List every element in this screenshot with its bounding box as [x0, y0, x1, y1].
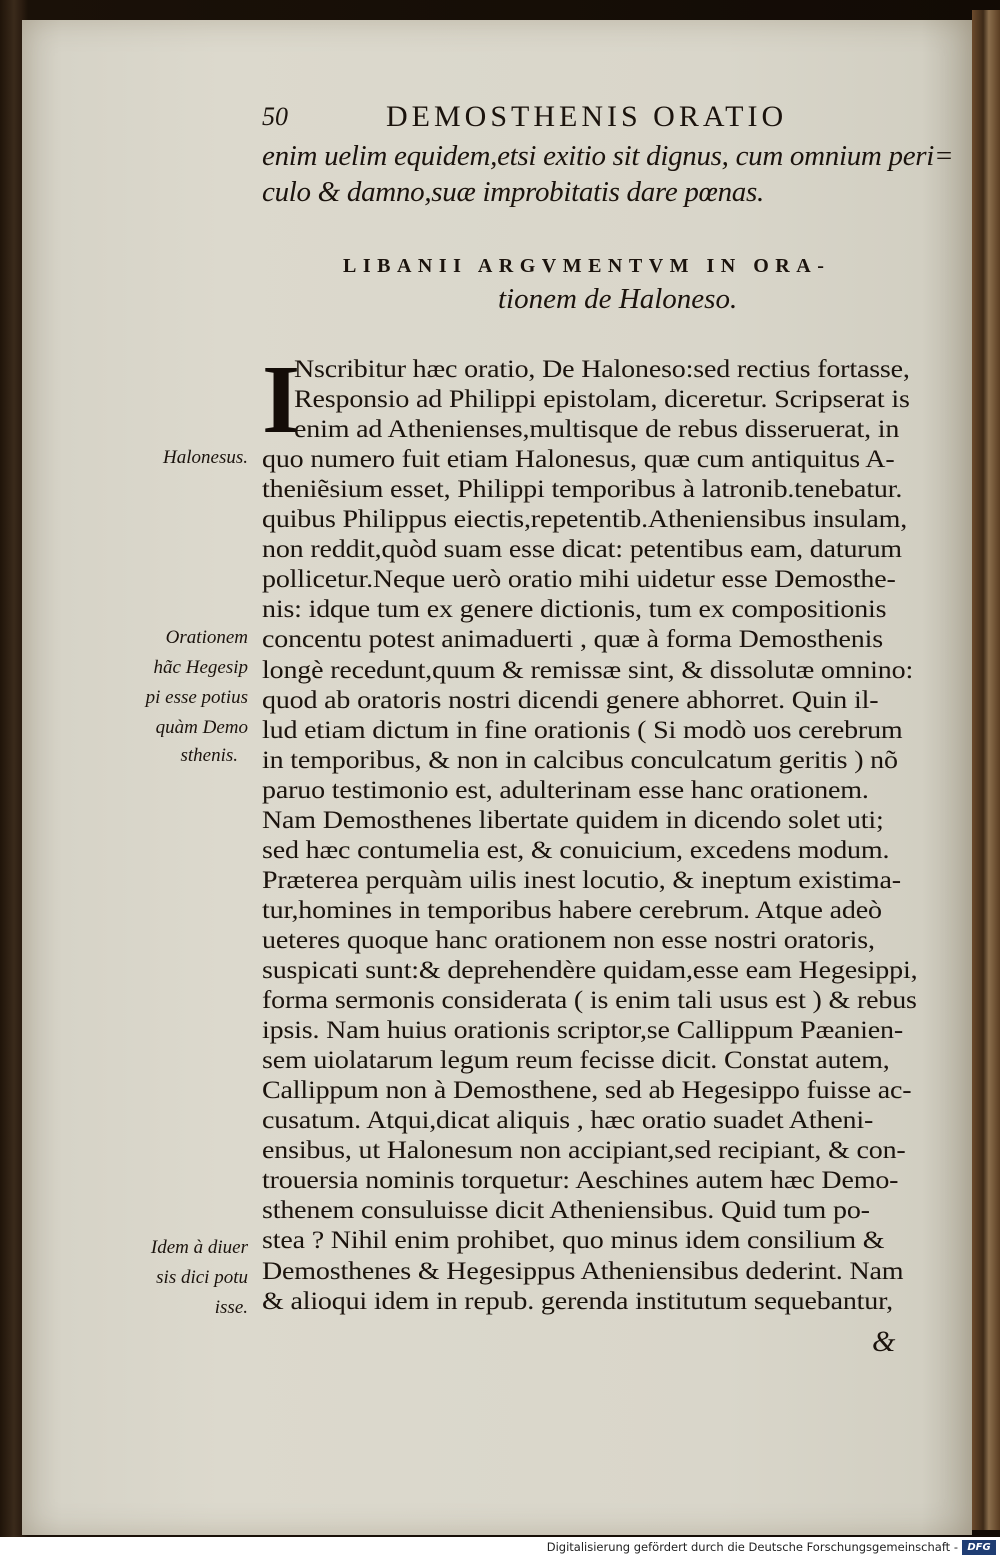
- closing-line: enim uelim equidem,etsi exitio sit dignus, cum omnium peri=: [262, 140, 954, 172]
- body-line: tur,homines in temporibus habere cerebrum. Atque adeò: [262, 896, 882, 924]
- body-line: enim ad Athenienses,multisque de rebus disseruerat, in: [294, 416, 900, 444]
- body-line: Responsio ad Philippi epistolam, diceretur. Scripserat is: [294, 386, 910, 414]
- body-line: pollicetur.Neque uerò oratio mihi uidetur esse Demosthe-: [262, 566, 896, 594]
- body-line: Nam Demosthenes libertate quidem in dicendo solet uti;: [262, 806, 884, 834]
- body-line: Præterea perquàm uilis inest locutio, & ineptum existima-: [262, 866, 901, 894]
- body-line: ueteres quoque hanc orationem non esse nostri oratoris,: [262, 926, 875, 954]
- margin-note: sis dici potu: [156, 1267, 248, 1288]
- closing-line: culo & damno,suæ improbitatis dare pœnas.: [262, 176, 764, 208]
- margin-note: hãc Hegesip: [153, 657, 248, 678]
- section-heading: LIBANII ARGVMENTVM IN ORA-: [343, 255, 831, 277]
- margin-note: Orationem: [165, 627, 248, 648]
- body-line: quod ab oratoris nostri dicendi genere abhorret. Quin il-: [262, 686, 879, 714]
- body-line: cusatum. Atqui,dicat aliquis , hæc oratio suadet Atheni-: [262, 1107, 874, 1135]
- body-line: in temporibus, & non in calcibus conculcatum geritis ) nõ: [262, 746, 898, 774]
- body-line: quo numero fuit etiam Halonesus, quæ cum antiquitus A-: [262, 446, 895, 474]
- body-line: non reddit,quòd suam esse dicat: petentibus eam, daturum: [262, 536, 902, 564]
- margin-note: Halonesus.: [163, 447, 248, 468]
- margin-note: isse.: [214, 1297, 248, 1318]
- body-line: sem uiolatarum legum reum fecisse dicit. Constat autem,: [262, 1047, 890, 1075]
- drop-cap: I: [262, 346, 301, 454]
- margin-note: sthenis.: [180, 745, 238, 766]
- margin-note: pi esse potius: [145, 687, 248, 708]
- body-line: & alioqui idem in repub. gerenda institutum sequebantur,: [262, 1287, 893, 1315]
- catchword: &: [872, 1325, 896, 1358]
- body-line: theniẽsium esset, Philippi temporibus à latronib.tenebatur.: [262, 476, 903, 504]
- body-line: nis: idque tum ex genere dictionis, tum ex compositionis: [262, 596, 887, 624]
- body-line: Nscribitur hæc oratio, De Haloneso:sed rectius fortasse,: [294, 356, 910, 383]
- body-line: Demosthenes & Hegesippus Atheniensibus dederint. Nam: [262, 1257, 904, 1285]
- dfg-logo: DFG: [962, 1540, 996, 1555]
- section-heading-subtitle: tionem de Haloneso.: [498, 283, 738, 315]
- body-line: trouersia nominis torquetur: Aeschines autem hæc Demo-: [262, 1167, 899, 1195]
- footer-credit: Digitalisierung gefördert durch die Deutsche Forschungsgemeinschaft -: [546, 1540, 958, 1554]
- body-line: ensibus, ut Halonesum non accipiant,sed recipiant, & con-: [262, 1137, 906, 1165]
- margin-note: quàm Demo: [155, 717, 248, 738]
- body-line: stea ? Nihil enim prohibet, quo minus idem consilium &: [262, 1227, 885, 1255]
- margin-note: Idem à diuer: [150, 1237, 248, 1258]
- body-line: longè recedunt,quum & remissæ sint, & dissolutæ omnino:: [262, 656, 914, 684]
- page-number: 50: [262, 102, 288, 131]
- body-line: Callippum non à Demosthene, sed ab Hegesippo fuisse ac-: [262, 1077, 912, 1105]
- body-line: suspicati sunt:& deprehendère quidam,esse eam Hegesippi,: [262, 957, 918, 984]
- body-line: concentu potest animaduerti , quæ à forma Demosthenis: [262, 626, 883, 654]
- body-line: sthenem consuluisse dicit Atheniensibus. Quid tum po-: [262, 1197, 870, 1225]
- body-line: lud etiam dictum in fine orationis ( Si modò uos cerebrum: [262, 716, 903, 744]
- body-line: forma sermonis considerata ( is enim tali usus est ) & rebus: [262, 987, 917, 1015]
- body-line: ipsis. Nam huius orationis scriptor,se Callippum Pæanien-: [262, 1017, 904, 1045]
- footer-bar: [0, 1537, 1000, 1558]
- body-line: paruo testimonio est, adulterinam esse hanc orationem.: [262, 776, 869, 804]
- running-title: DEMOSTHENIS ORATIO: [386, 100, 788, 133]
- body-line: sed hæc contumelia est, & conuicium, excedens modum.: [262, 836, 890, 864]
- body-line: quibus Philippus eiectis,repetentib.Atheniensibus insulam,: [262, 506, 908, 534]
